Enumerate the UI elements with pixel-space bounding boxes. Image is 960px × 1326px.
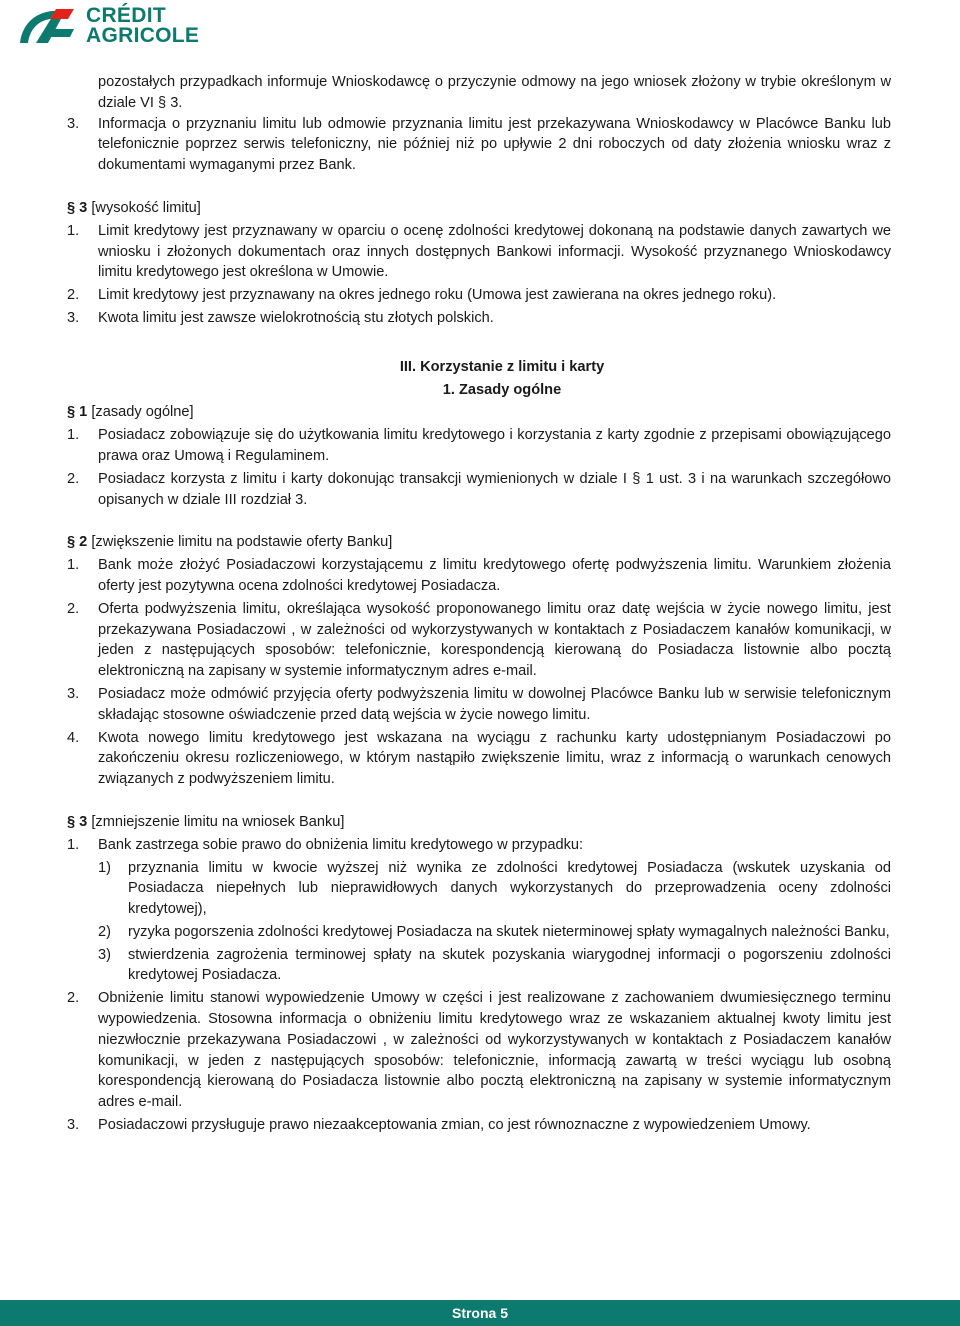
item-text: Obniżenie limitu stanowi wypowiedzenie Umowy w części i jest realizowane z zachowaniem dwumiesięcznego terminu wypowiedzenia. Stosowna informacja o obniżeniu limitu kredytowego wraz ze wskazaniem aktualnej kwoty limitu jest niezwłocznie przekazywana Posiadaczowi , w zależności od wykorzystywanych w kontaktach z Posiadaczem kanałów komunikacji, w jeden z następujących sposobów: telefonicznie, informacją zawartą w treści wyciągu lub osobną korespondencją kierowaną do Posiadacza listownie albo pocztą elektroniczną na zapisany w systemie informatycznym adres e-mail. bbox=[98, 990, 891, 1111]
subitem-number: 1) bbox=[98, 859, 111, 876]
item-text: Limit kredytowy jest przyznawany w oparciu o ocenę zdolności kredytowej dokonaną na podstawie danych zawartych we wniosku i złożonych dokumentach oraz innych dostępnych Bankowi informacji. Wysokość przyznanego Wnioskodawcy limitu kredytowego jest określona w Umowie. bbox=[98, 222, 891, 281]
item-number: 2. bbox=[67, 990, 80, 1007]
list-item bbox=[67, 835, 891, 856]
section-mark: § 1 bbox=[67, 404, 88, 421]
section-heading-wysokosc-limitu bbox=[67, 198, 891, 219]
list-item bbox=[67, 469, 891, 511]
section-heading-zwiekszenie-limitu bbox=[67, 532, 891, 553]
section-title: [wysokość limitu] bbox=[91, 199, 201, 216]
chapter-subtitle: 1. Zasady ogólne bbox=[442, 381, 562, 398]
sub-list-item bbox=[98, 858, 891, 920]
item-text: Kwota nowego limitu kredytowego jest wskazana na wyciągu z rachunku karty udostępnianym Posiadaczowi po zakończeniu okresu rozliczeniowego, w którym nastąpiło zwiększenie limitu, wraz z informacją o warunkach cenowych związanych z podwyższeniem limitu. bbox=[98, 729, 891, 788]
list-item bbox=[67, 728, 891, 790]
item-number: 1. bbox=[67, 557, 80, 574]
item-text: Limit kredytowy jest przyznawany na okres jednego roku (Umowa jest zawierana na okres jednego roku). bbox=[98, 287, 777, 304]
page-number: Strona 5 bbox=[451, 1305, 508, 1321]
subitem-number: 2) bbox=[98, 923, 111, 940]
sub-list-item bbox=[98, 922, 891, 943]
logo-line-2: AGRICOLE bbox=[86, 24, 200, 47]
item-number: 2. bbox=[67, 470, 80, 487]
list-item bbox=[67, 114, 891, 176]
item-number: 1. bbox=[67, 222, 80, 239]
item-text: Posiadaczowi przysługuje prawo niezaakceptowania zmian, co jest równoznaczne z wypowiedzeniem Umowy. bbox=[98, 1117, 811, 1134]
list-item bbox=[67, 684, 891, 726]
list-item bbox=[67, 221, 891, 283]
item-text: Kwota limitu jest zawsze wielokrotnością stu złotych polskich. bbox=[98, 309, 494, 326]
item-number: 2. bbox=[67, 600, 80, 617]
subitem-number: 3) bbox=[98, 946, 111, 963]
sub-list-item bbox=[98, 945, 891, 987]
chapter-title: III. Korzystanie z limitu i karty bbox=[399, 358, 605, 375]
item-number: 3. bbox=[67, 115, 80, 132]
document-body bbox=[67, 72, 891, 1136]
section-title: [zwiększenie limitu na podstawie oferty Banku] bbox=[91, 534, 393, 551]
item-text: Informacja o przyznaniu limitu lub odmowie przyznania limitu jest przekazywana Wnioskodawcy w Placówce Banku lub telefonicznie poprzez serwis telefoniczny, nie później niż po upływie 2 dni roboczych od daty złożenia wniosku wraz z dokumentami wymaganymi przez Bank. bbox=[98, 115, 891, 174]
section-mark: § 3 bbox=[67, 199, 88, 216]
list-item bbox=[67, 988, 891, 1113]
logo-wordmark bbox=[86, 6, 199, 46]
item-number: 3. bbox=[67, 1117, 80, 1134]
section-title: [zasady ogólne] bbox=[91, 404, 194, 421]
item-text: Bank może złożyć Posiadaczowi korzystającemu z limitu kredytowego ofertę podwyższenia limitu. Warunkiem złożenia oferty jest pozytywna ocena zdolności kredytowej Posiadacza. bbox=[98, 557, 891, 594]
item-number: 1. bbox=[67, 427, 80, 444]
section-heading-zmniejszenie-limitu bbox=[67, 812, 891, 833]
list-item bbox=[67, 1115, 891, 1136]
list-item bbox=[67, 285, 891, 306]
section-heading-zasady-ogolne bbox=[67, 402, 891, 423]
item-number: 3. bbox=[67, 685, 80, 702]
list-item bbox=[67, 425, 891, 467]
item-text: Bank zastrzega sobie prawo do obniżenia limitu kredytowego w przypadku: bbox=[98, 836, 584, 853]
section-mark: § 3 bbox=[67, 813, 88, 830]
item-number: 4. bbox=[67, 729, 80, 746]
item-text: Oferta podwyższenia limitu, określająca wysokość proponowanego limitu oraz datę wejścia w życie nowego limitu, jest przekazywana Posiadaczowi , w zależności od wykorzystywanych w kontaktach z Posiadaczem kanałów komunikacji, w jeden z następujących sposobów: telefonicznie, korespondencją kierowaną do Posiadacza listownie albo pocztą elektroniczną na zapisany w systemie informatycznym adres e-mail. bbox=[98, 600, 891, 680]
list-item bbox=[67, 599, 891, 682]
credit-agricole-logo-mark-icon bbox=[16, 5, 78, 47]
page-footer bbox=[0, 1300, 960, 1326]
section-title: [zmniejszenie limitu na wniosek Banku] bbox=[91, 813, 345, 830]
section-mark: § 2 bbox=[67, 534, 88, 551]
continuation-paragraph: pozostałych przypadkach informuje Wnioskodawcę o przyczynie odmowy na jego wniosek złożony w trybie określonym w dziale VI § 3. bbox=[98, 74, 891, 111]
item-number: 1. bbox=[67, 836, 80, 853]
subitem-text: ryzyka pogorszenia zdolności kredytowej Posiadacza na skutek nieterminowej spłaty wymagalnych należności Banku, bbox=[128, 923, 890, 940]
logo-line-1: CRÉDIT bbox=[86, 4, 166, 27]
item-text: Posiadacz może odmówić przyjęcia oferty podwyższenia limitu w dowolnej Placówce Banku lub w serwisie telefonicznym składając stosowne oświadczenie przed datą wejścia w życie nowego limitu. bbox=[98, 685, 891, 723]
item-text: Posiadacz korzysta z limitu i karty dokonując transakcji wymienionych w dziale I § 1 ust. 3 i na warunkach szczegółowo opisanych w dziale III rozdział 3. bbox=[98, 470, 891, 508]
item-text: Posiadacz zobowiązuje się do użytkowania limitu kredytowego i korzystania z karty zgodnie z przepisami obowiązującego prawa oraz Umową i Regulaminem. bbox=[98, 427, 891, 464]
item-number: 2. bbox=[67, 287, 80, 304]
list-item bbox=[67, 308, 891, 329]
subitem-text: stwierdzenia zagrożenia terminowej spłaty na skutek pozyskania wiarygodnej informacji o pogorszeniu zdolności kredytowej Posiadacza. bbox=[128, 946, 891, 984]
item-number: 3. bbox=[67, 309, 80, 326]
list-item bbox=[67, 555, 891, 597]
subitem-text: przyznania limitu w kwocie wyższej niż wynika ze zdolności kredytowej Posiadacza (wskutek uzyskania od Posiadacza niepełnych lub nieprawidłowych danych wykorzystanych do przeprowadzenia oceny zdolności kredytowej), bbox=[128, 859, 891, 918]
credit-agricole-logo bbox=[16, 4, 199, 48]
